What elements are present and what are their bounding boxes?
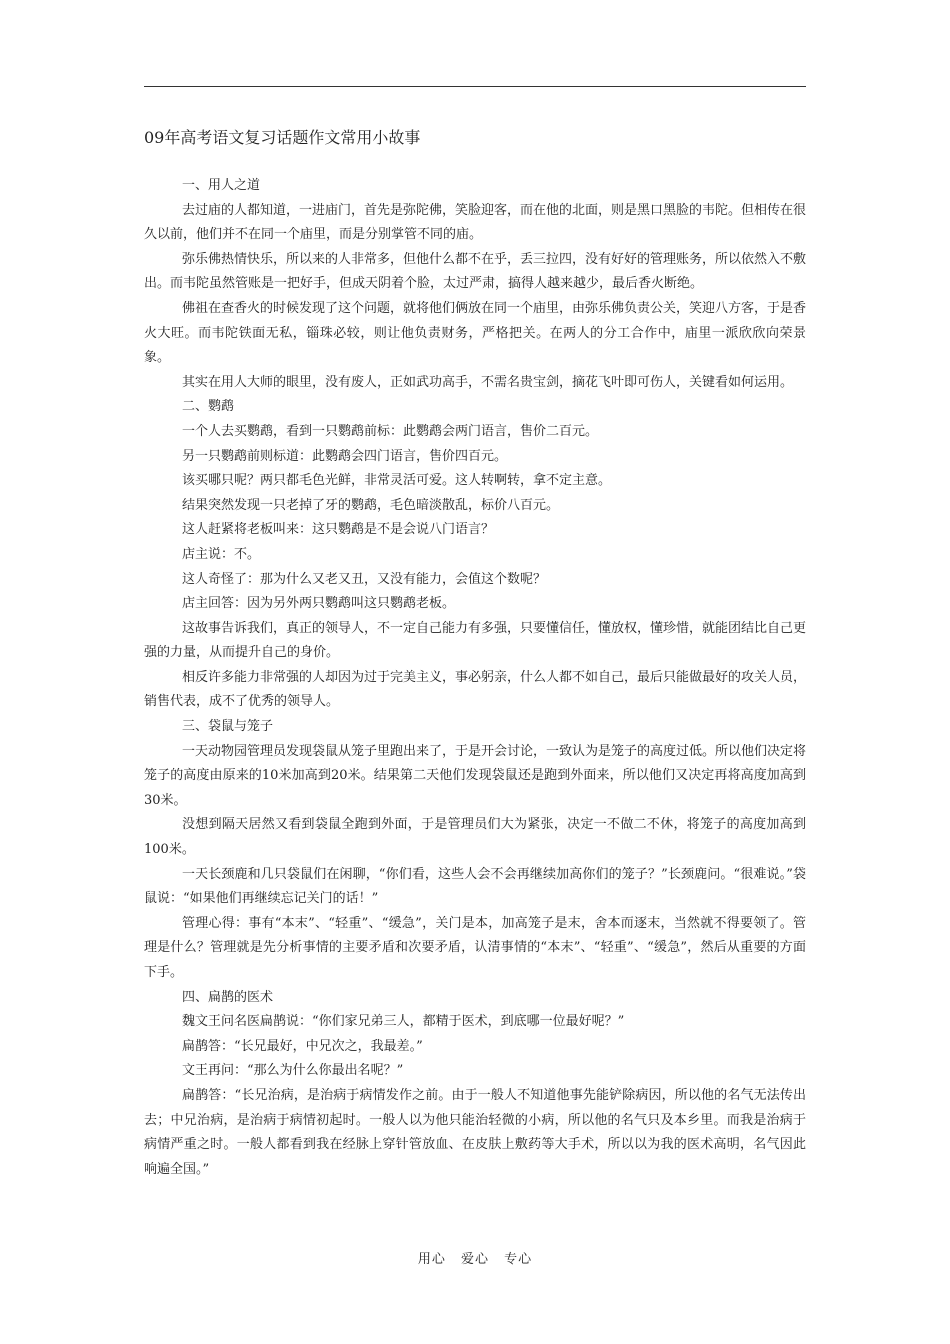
section-heading: 四、扁鹊的医术 (182, 989, 274, 1005)
paragraph: 相反许多能力非常强的人却因为过于完美主义，事必躬亲，什么人都不如自己，最后只能做最好的攻关人员，销售代表，成不了优秀的领导人。 (144, 669, 807, 710)
document-body (144, 174, 806, 1182)
paragraph: 扁鹊答：“长兄最好，中兄次之，我最差。” (182, 1038, 423, 1054)
paragraph: 没想到隔天居然又看到袋鼠全跑到外面，于是管理员们大为紧张，决定一不做二不休，将笼子的高度加高到100米。 (144, 817, 806, 858)
paragraph: 这故事告诉我们，真正的领导人，不一定自己能力有多强，只要懂信任，懂放权，懂珍惜，就能团结比自己更强的力量，从而提升自己的身价。 (144, 620, 807, 661)
header-rule (144, 86, 806, 87)
paragraph: 其实在用人大师的眼里，没有废人，正如武功高手，不需名贵宝剑，摘花飞叶即可伤人，关键看如何运用。 (182, 374, 794, 390)
paragraph: 文王再问：“那么为什么你最出名呢？” (182, 1063, 404, 1079)
document-title: 09年高考语文复习话题作文常用小故事 (144, 128, 421, 147)
paragraph: 店主回答：因为另外两只鹦鹉叫这只鹦鹉老板。 (182, 596, 456, 612)
paragraph: 这人奇怪了：那为什么又老又丑，又没有能力，会值这个数呢？ (182, 571, 547, 587)
paragraph: 一个人去买鹦鹉，看到一只鹦鹉前标：此鹦鹉会两门语言，售价二百元。 (182, 423, 599, 439)
paragraph: 去过庙的人都知道，一进庙门，首先是弥陀佛，笑脸迎客，而在他的北面，则是黑口黑脸的韦陀。但相传在很久以前，他们并不在同一个庙里，而是分别掌管不同的庙。 (144, 202, 807, 243)
paragraph: 结果突然发现一只老掉了牙的鹦鹉，毛色暗淡散乱，标价八百元。 (182, 497, 560, 513)
paragraph: 另一只鹦鹉前则标道：此鹦鹉会四门语言，售价四百元。 (182, 448, 508, 464)
paragraph: 一天长颈鹿和几只袋鼠们在闲聊，“你们看，这些人会不会再继续加高你们的笼子？”长颈鹿问。“很难说。”袋鼠说：“如果他们再继续忘记关门的话！” (144, 866, 806, 907)
section-heading: 二、鹦鹉 (182, 399, 235, 415)
paragraph: 魏文王问名医扁鹊说：“你们家兄弟三人，都精于医术，到底哪一位最好呢？” (182, 1014, 625, 1030)
page-footer: 用心 爱心 专心 (417, 1252, 533, 1267)
paragraph: 店主说：不。 (182, 546, 261, 562)
paragraph: 扁鹊答：“长兄治病，是治病于病情发作之前。由于一般人不知道他事先能铲除病因，所以他的名气无法传出去；中兄治病，是治病于病情初起时。一般人以为他只能治轻微的小病，所以他的名气只及本乡里。而我是治病于病情严重之时。一般人都看到我在经脉上穿针管放血、在皮肤上敷药等大手术，所以以为我的医术高明，名气因此响遍全国。” (144, 1087, 806, 1177)
paragraph: 这人赶紧将老板叫来：这只鹦鹉是不是会说八门语言？ (182, 522, 495, 538)
paragraph: 该买哪只呢？两只都毛色光鲜，非常灵活可爱。这人转啊转，拿不定主意。 (182, 473, 612, 489)
section-heading: 一、用人之道 (182, 178, 261, 193)
paragraph: 一天动物园管理员发现袋鼠从笼子里跑出来了，于是开会讨论，一致认为是笼子的高度过低。所以他们决定将笼子的高度由原来的10米加高到20米。结果第二天他们发现袋鼠还是跑到外面来，所以他们又决定再将高度加高到30米。 (144, 743, 807, 808)
paragraph: 佛祖在查香火的时候发现了这个问题，就将他们俩放在同一个庙里，由弥乐佛负责公关，笑迎八方客，于是香火大旺。而韦陀铁面无私，锱珠必较，则让他负责财务，严格把关。在两人的分工合作中，庙里一派欣欣向荣景象。 (144, 300, 807, 366)
section-heading: 三、袋鼠与笼子 (182, 719, 274, 735)
paragraph: 管理心得：事有“本末”、“轻重”、“缓急”，关门是本，加高笼子是末，舍本而逐末，当然就不得要领了。管理是什么？管理就是先分析事情的主要矛盾和次要矛盾，认清事情的“本末”、“轻重”、“缓急”，然后从重要的方面下手。 (144, 915, 806, 980)
paragraph: 弥乐佛热情快乐，所以来的人非常多，但他什么都不在乎，丢三拉四，没有好好的管理账务，所以依然入不敷出。而韦陀虽然管账是一把好手，但成天阴着个脸，太过严肃，搞得人越来越少，最后香火断绝。 (144, 251, 807, 292)
